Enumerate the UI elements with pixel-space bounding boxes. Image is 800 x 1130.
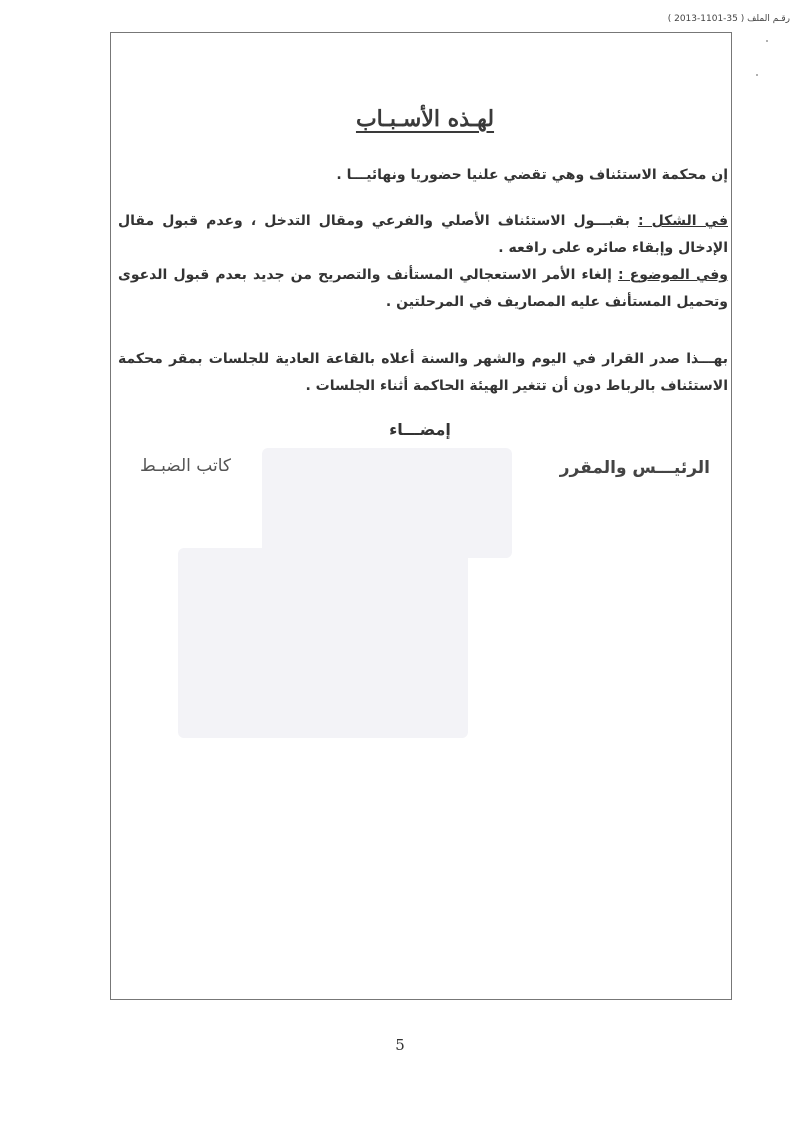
closing-text: بهـــذا صدر القرار في اليوم والشهر والسنة أعلاه بالقاعة العادية للجلسات بمقر محكمة الاستئناف بالرباط دون أن تتغير الهيئة الحاكمة أثناء الجلسات . — [118, 351, 728, 394]
president-signature-label: الرئيـــس والمقرر — [559, 458, 710, 478]
subject-ruling-paragraph — [118, 262, 728, 316]
page-title: لهـذه الأسـبـاب — [355, 106, 495, 132]
form-ruling-paragraph — [118, 208, 728, 262]
form-ruling-lead: في الشكل : — [637, 213, 728, 229]
form-ruling-text: بقبـــول الاستئناف الأصلي والفرعي ومقال التدخل ، وعدم قبول مقال الإدخال وإبقاء صائره على رافعه . — [118, 213, 728, 256]
closing-paragraph — [118, 346, 728, 400]
clerk-signature-label: كاتب الضبـط — [140, 456, 231, 476]
subject-ruling-text: إلغاء الأمر الاستعجالي المستأنف والتصريح من جديد بعدم قبول الدعوى وتحميل المستأنف عليه المصاريف في المرحلتين . — [118, 267, 728, 310]
redacted-signature-area — [262, 448, 512, 558]
intro-text: إن محكمة الاستئناف وهي تقضي علنيا حضوريا ونهائيـــا . — [336, 167, 728, 183]
page-number: 5 — [395, 1036, 405, 1054]
scan-speck — [756, 74, 758, 76]
scan-speck — [766, 40, 768, 42]
redacted-stamp-area — [178, 548, 468, 738]
signature-heading: إمضـــاء — [389, 420, 451, 439]
file-reference: رقـم الملف ( 35-1101-2013 ) — [667, 14, 790, 24]
subject-ruling-lead: وفي الموضوع : — [618, 267, 729, 283]
intro-paragraph — [118, 162, 728, 189]
